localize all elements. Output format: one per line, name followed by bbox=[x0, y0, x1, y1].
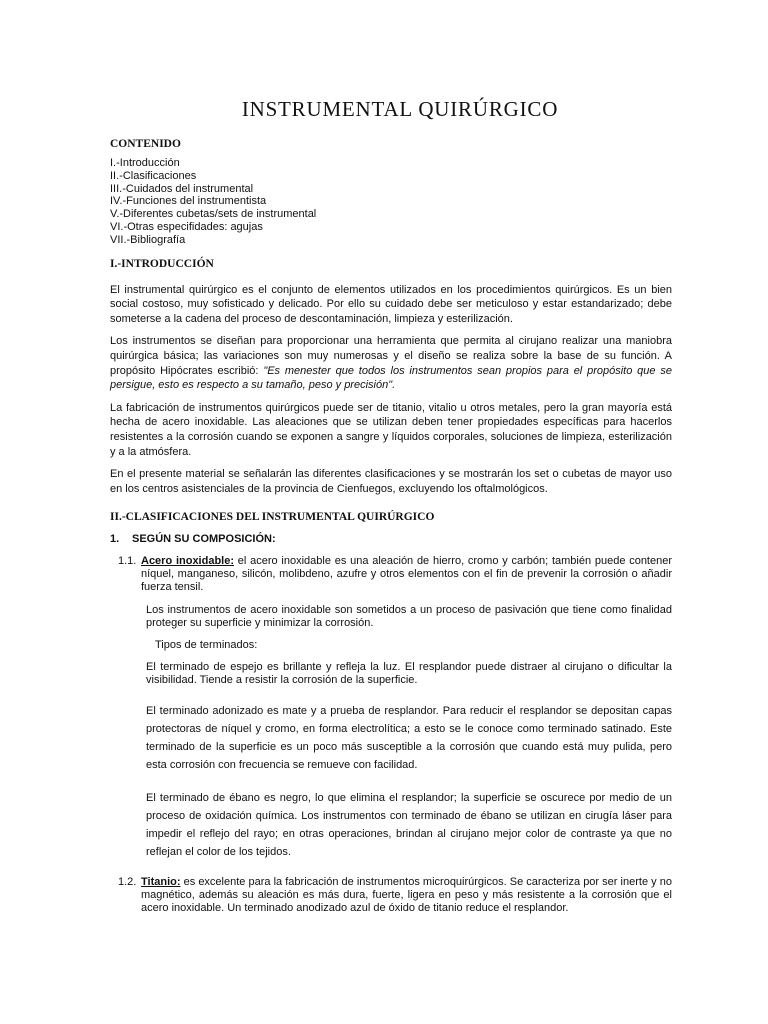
toc-item: III.-Cuidados del instrumental bbox=[110, 182, 254, 195]
toc-item: VII.-Bibliografía bbox=[110, 233, 186, 246]
item-body bbox=[141, 555, 672, 594]
paragraph-text: Los instrumentos se diseñan para proporcionar una herramienta que permita al cirujano realizar una maniobra quirúrgica básica; las variaciones son muy numerosas y el diseño se realiza sobre la base de su función. A propósito Hipócrates escribió: bbox=[110, 335, 672, 377]
intro-paragraph: En el presente material se señalarán las diferentes clasificaciones y se mostrarán los set o cubetas de mayor uso en los centros asistenciales de la provincia de Cienfuegos, excluyendo los oftalmológicos. bbox=[110, 468, 672, 495]
indented-block bbox=[110, 604, 672, 630]
finishes-label: Tipos de terminados: bbox=[155, 639, 258, 652]
item-number: 1.2. bbox=[118, 875, 137, 888]
table-of-contents bbox=[110, 157, 672, 247]
toc-item: II.-Clasificaciones bbox=[110, 169, 197, 182]
intro-paragraph: La fabricación de instrumentos quirúrgicos puede ser de titanio, vitalio u otros metales, pero la gran mayoría está hecha de acero inoxidable. Las aleaciones que se utilizan deben tener propiedades específicas para hacerlos resistentes a la corrosión cuando se exponen a sangre y líquidos corporales, soluciones de limpieza, esterilización y a la atmósfera. bbox=[110, 401, 672, 458]
indented-block bbox=[110, 661, 672, 861]
numbered-item bbox=[110, 876, 672, 915]
item-text: el acero inoxidable es una aleación de hierro, cromo y carbón; también puede contener níquel, manganeso, silicón, molibdeno, azufre y otros elementos con el fin de prevenir la corrosión o añadir fuerza tensil. bbox=[141, 555, 673, 594]
item-body bbox=[141, 876, 672, 915]
mirror-finish-paragraph: El terminado de espejo es brillante y refleja la luz. El resplandor puede distraer al cirujano o dificultar la visibilidad. Tiende a resistir la corrosión de la superficie. bbox=[146, 661, 672, 687]
passivation-paragraph: Los instrumentos de acero inoxidable son sometidos a un proceso de pasivación que tiene como finalidad proteger su superficie y minimizar la corrosión. bbox=[146, 604, 672, 630]
numbered-item bbox=[110, 555, 672, 594]
toc-item: V.-Diferentes cubetas/sets de instrumental bbox=[110, 208, 317, 221]
toc-item: IV.-Funciones del instrumentista bbox=[110, 195, 267, 208]
toc-item: VI.-Otras especifidades: agujas bbox=[110, 220, 263, 233]
subsection-number: 1. bbox=[110, 533, 120, 546]
subsection-label: SEGÚN SU COMPOSICIÓN: bbox=[132, 533, 276, 546]
satin-finish-paragraph: El terminado adonizado es mate y a prueba de resplandor. Para reducir el resplandor se depositan capas protectoras de níquel y cromo, en forma electrolítica; a esto se le conoce como terminado satinado. Este terminado de la superficie es un poco más susceptible a la corrosión que cuando está muy pulida, pero esta corrosión con frecuencia se remueve con facilidad. bbox=[146, 705, 672, 771]
intro-paragraph: El instrumental quirúrgico es el conjunto de elementos utilizados en los procedimientos quirúrgicos. Es un bien social costoso, muy sofisticado y delicado. Por ello su cuidado debe ser meticuloso y estar estandarizado; debe someterse a la cadena del proceso de descontaminación, limpieza y esterilización. bbox=[110, 283, 672, 325]
item-term: Titanio: bbox=[141, 875, 181, 888]
section-heading-intro: I.-INTRODUCCIÓN bbox=[110, 257, 214, 270]
intro-paragraph bbox=[110, 334, 672, 392]
item-number: 1.1. bbox=[118, 555, 137, 568]
ebony-finish-paragraph: El terminado de ébano es negro, lo que elimina el resplandor; la superficie se oscurece por medio de un proceso de oxidación química. Los instrumentos con terminado de ébano se utilizan en cirugía láser para impedir el reflejo del rayo; en otras operaciones, brindan al cirujano mejor color de contraste ya que no reflejan el color de los tejidos. bbox=[146, 792, 672, 858]
item-text: es excelente para la fabricación de instrumentos microquirúrgicos. Se caracteriza por ser inerte y no magnético, además su aleación es más dura, fuerte, ligera en peso y más resistente a la corrosión que el acero inoxidable. Un terminado anodizado azul de óxido de titanio reduce el resplandor. bbox=[141, 875, 672, 914]
toc-item: I.-Introducción bbox=[110, 157, 180, 169]
contents-heading: CONTENIDO bbox=[110, 138, 181, 150]
section-heading-classifications: II.-CLASIFICACIONES DEL INSTRUMENTAL QUIRÚRGICO bbox=[110, 511, 435, 524]
subsection-heading bbox=[110, 533, 672, 545]
item-term: Acero inoxidable: bbox=[141, 555, 235, 568]
hippocrates-quote: "Es menester que todos los instrumentos sean propios para el propósito que se persigue, esto es respecto a su tamaño, peso y precisión". bbox=[110, 364, 672, 392]
document-title: INSTRUMENTAL QUIRÚRGICO bbox=[241, 97, 559, 121]
